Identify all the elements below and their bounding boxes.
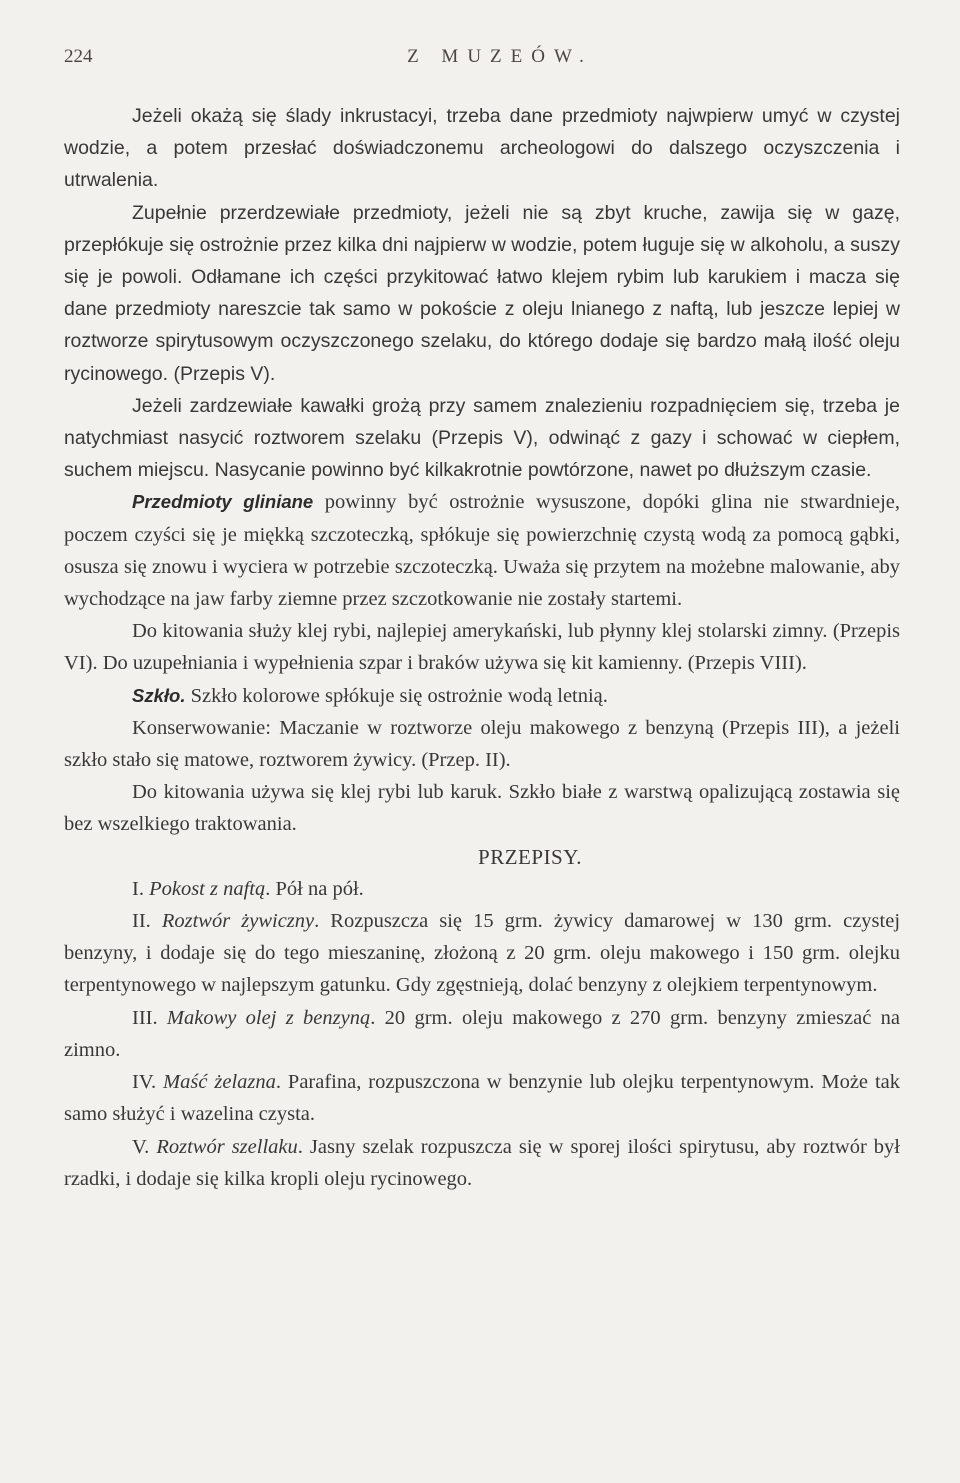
paragraph-text: Jeżeli okażą się ślady inkrustacyi, trzeba dane przedmioty najwpierw umyć w czystej wodzie, a potem przesłać doświadczonemu archeologowi do dalszego oczyszczenia i utrwalenia.	[64, 105, 900, 192]
recipe-text: . Rozpuszcza się 15 grm. żywicy damarowej w 130 grm. czystej benzyny, i dodaje się do tego mieszaninę, złożoną z 20 grm. oleju makowego i 150 grm. olejku terpentynowego w najlepszym gatunku. Gdy zgęstnieją, dolać benzyny z olejkiem terpentynowym.	[64, 910, 901, 997]
running-title: Z MUZEÓW.	[407, 46, 593, 67]
recipe-title: Roztwór szellaku	[156, 1135, 298, 1158]
recipe-item	[64, 1002, 900, 1066]
paragraph	[64, 197, 900, 390]
recipe-number: IV.	[132, 1071, 164, 1094]
body-text	[64, 100, 900, 1195]
paragraph	[64, 680, 900, 712]
paragraph	[64, 615, 900, 679]
paragraph-text: Jeżeli zardzewiałe kawałki grożą przy samem znalezieniu rozpadnięciem się, trzeba je natychmiast nasycić roztworem szelaku (Przepis V), odwinąć z gazy i schować w ciepłem, suchem miejscu. Nasycanie powinno być kilkakrotnie powtórzone, nawet po dłuższym czasie.	[64, 394, 900, 482]
paragraph-lead: Szkło.	[132, 684, 186, 706]
paragraph-text: Do kitowania służy klej rybi, najlepiej amerykański, lub płynny klej stolarski zimny. (Przepis VI). Do uzupełniania i wypełnienia szpar i braków używa się kit kamienny. (Przepis VIII).	[64, 620, 900, 675]
paragraph-text: Zupełnie przerdzewiałe przedmioty, jeżeli nie są zbyt kruche, zawija się w gazę, przepłókuje się ostrożnie przez kilka dni najpierw w wodzie, potem ługuje się w alkoholu, a suszy się je powoli. Odłamane ich części przykitować łatwo klejem rybim lub karukiem i macza się dane przedmioty nareszcie tak samo w pokoście z oleju lnianego z naftą, lub jeszcze lepiej w roztworze spirytusowym oczyszczonego szelaku, do którego dodaje się bardzo małą ilość oleju rycinowego. (Przepis V).	[64, 201, 900, 385]
page-number: 224	[64, 46, 93, 67]
recipe-number: I.	[132, 877, 150, 900]
recipe-number: III.	[132, 1006, 167, 1029]
recipes-heading: PRZEPISY.	[478, 844, 582, 869]
recipe-item	[64, 1131, 900, 1195]
paragraph-text: Szkło kolorowe spłókuje się ostrożnie wodą letnią.	[185, 684, 608, 707]
paragraph-text: powinny być ostrożnie wysuszone, dopóki glina nie stwardnieje, poczem czyści się je miękką szczoteczką, spłókuje się powierzchnię czystą wodą za pomocą gąbki, osusza się znowu i wyciera w potrzebie szczoteczką. Uważa się przytem na możebne malowanie, aby wychodzące na jaw farby ziemne przez szczotkowanie nie zostały startemi.	[64, 491, 900, 611]
paragraph	[64, 100, 900, 197]
paragraph-lead: Przedmioty gliniane	[132, 491, 314, 513]
recipe-number: V.	[132, 1135, 157, 1158]
recipe-title: Makowy olej z benzyną	[166, 1006, 371, 1029]
recipe-text: . Pół na pół.	[265, 877, 364, 900]
recipe-item	[64, 873, 900, 905]
recipe-title: Maść żelazna	[163, 1071, 276, 1094]
paragraph	[64, 776, 900, 840]
recipe-item	[64, 905, 900, 1002]
paragraph-text: Do kitowania używa się klej rybi lub karuk. Szkło białe z warstwą opalizującą zostawia się bez wszelkiego traktowania.	[64, 781, 900, 836]
recipe-number: II.	[132, 910, 162, 933]
recipe-text: . Parafina, rozpuszczona w benzynie lub olejku terpentynowym. Może tak samo służyć i wazelina czysta.	[64, 1071, 900, 1126]
recipe-text: . Jasny szelak rozpuszcza się w sporej ilości spirytusu, aby roztwór był rzadki, i dodaje się kilka kropli oleju rycinowego.	[64, 1135, 900, 1190]
paragraph	[64, 390, 900, 487]
page-header	[64, 46, 896, 76]
recipe-item	[64, 1066, 900, 1130]
paragraph	[64, 486, 900, 615]
recipe-title: Pokost z naftą	[149, 877, 266, 900]
paragraph	[64, 712, 900, 776]
recipe-text: . 20 grm. oleju makowego z 270 grm. benzyny zmieszać na zimno.	[64, 1006, 900, 1061]
paragraph-text: Konserwowanie: Maczanie w roztworze oleju makowego z benzyną (Przepis III), a jeżeli szkło stało się matowe, roztworem żywicy. (Przep. II).	[64, 716, 900, 772]
recipe-title: Roztwór żywiczny	[161, 910, 315, 933]
